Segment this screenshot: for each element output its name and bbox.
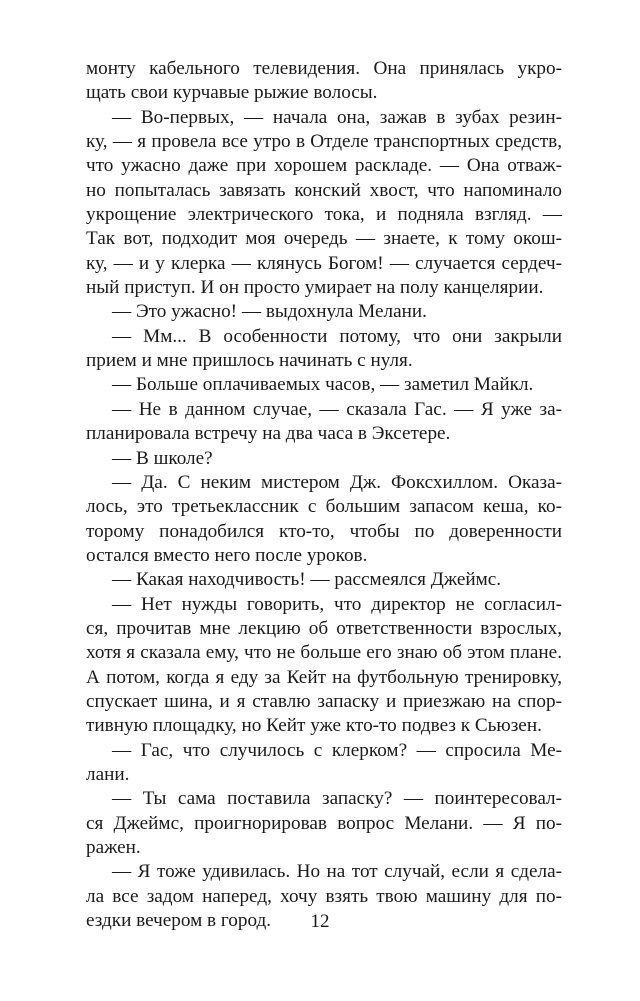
text-line: но попыталась завязать конский хвост, что напоминало [86, 179, 562, 201]
text-line: щать свои курчавые рыжие волосы. [86, 82, 378, 104]
text-line: Так вот, подходит моя очередь — знаете, к тому окош- [86, 228, 562, 250]
text-line: — Да. С неким мистером Дж. Фоксхиллом. Оказа- [112, 471, 562, 493]
text-line: ла все задом наперед, хочу взять твою машину для по- [86, 885, 562, 907]
text-line: — Это ужасно! — выдохнула Мелани. [112, 301, 427, 323]
text-line: — В школе? [112, 447, 213, 469]
text-line: — Не в данном случае, — сказала Гас. — Я уже за- [112, 398, 562, 420]
text-line: А потом, когда я еду за Кейт на футбольную тренировку, [86, 666, 562, 688]
text-line: лось, это третьеклассник с большим запасом кеша, ко- [86, 496, 562, 518]
text-line: ся Джеймс, проигнорировав вопрос Мелани. — Я по- [86, 812, 562, 834]
text-line: ку, — я провела все утро в Отделе транспортных средств, [86, 131, 562, 153]
text-line: ный приступ. И он просто умирает на полу канцелярии. [86, 277, 544, 299]
text-line: укрощение электрического тока, и подняла взгляд. — [86, 204, 562, 226]
text-line: — Больше оплачиваемых часов, — заметил Майкл. [112, 374, 534, 396]
text-line: что ужасно даже при хорошем раскладе. — Она отваж- [86, 155, 562, 177]
text-line: монту кабельного телевидения. Она принялась укро- [86, 58, 562, 79]
text-line: — Гас, что случилось с клерком? — спросила Ме- [112, 739, 562, 761]
text-line: — Ты сама поставила запаску? — поинтересовал- [112, 788, 562, 810]
text-line: — Какая находчивость! — рассмеялся Джеймс. [112, 569, 502, 591]
page-number: 12 [310, 911, 330, 932]
text-line: планировала встречу на два часа в Эксетере. [86, 423, 451, 445]
text-line: — Нет нужды говорить, что директор не согласил- [112, 593, 562, 615]
text-line: — Во-первых, — начала она, зажав в зубах резин- [112, 106, 562, 128]
text-line: лани. [86, 763, 130, 785]
text-line: тивную площадку, но Кейт уже кто-то подвез к Сьюзен. [86, 715, 542, 737]
text-line: ездки вечером в город. [86, 910, 272, 932]
body-text [86, 57, 562, 933]
text-line: ся, прочитав мне лекцию об ответственности взрослых, [86, 617, 562, 639]
text-line: — Я тоже удивилась. Но на тот случай, если я сдела- [112, 861, 562, 883]
text-line: — Мм... В особенности потому, что они закрыли [112, 325, 562, 347]
text-line: прием и мне пришлось начинать с нуля. [86, 350, 413, 372]
text-line: торому понадобился кто-то, чтобы по доверенности [86, 520, 562, 542]
text-line: спускает шина, и я ставлю запаску и приезжаю на спор- [86, 690, 562, 712]
text-line: ражен. [86, 837, 141, 858]
text-line: остался вместо него после уроков. [86, 544, 368, 566]
text-line: хотя я сказала ему, что не больше его знаю об этом плане. [86, 642, 562, 664]
text-line: ку, — и у клерка — клянусь Богом! — случается сердеч- [86, 252, 562, 274]
